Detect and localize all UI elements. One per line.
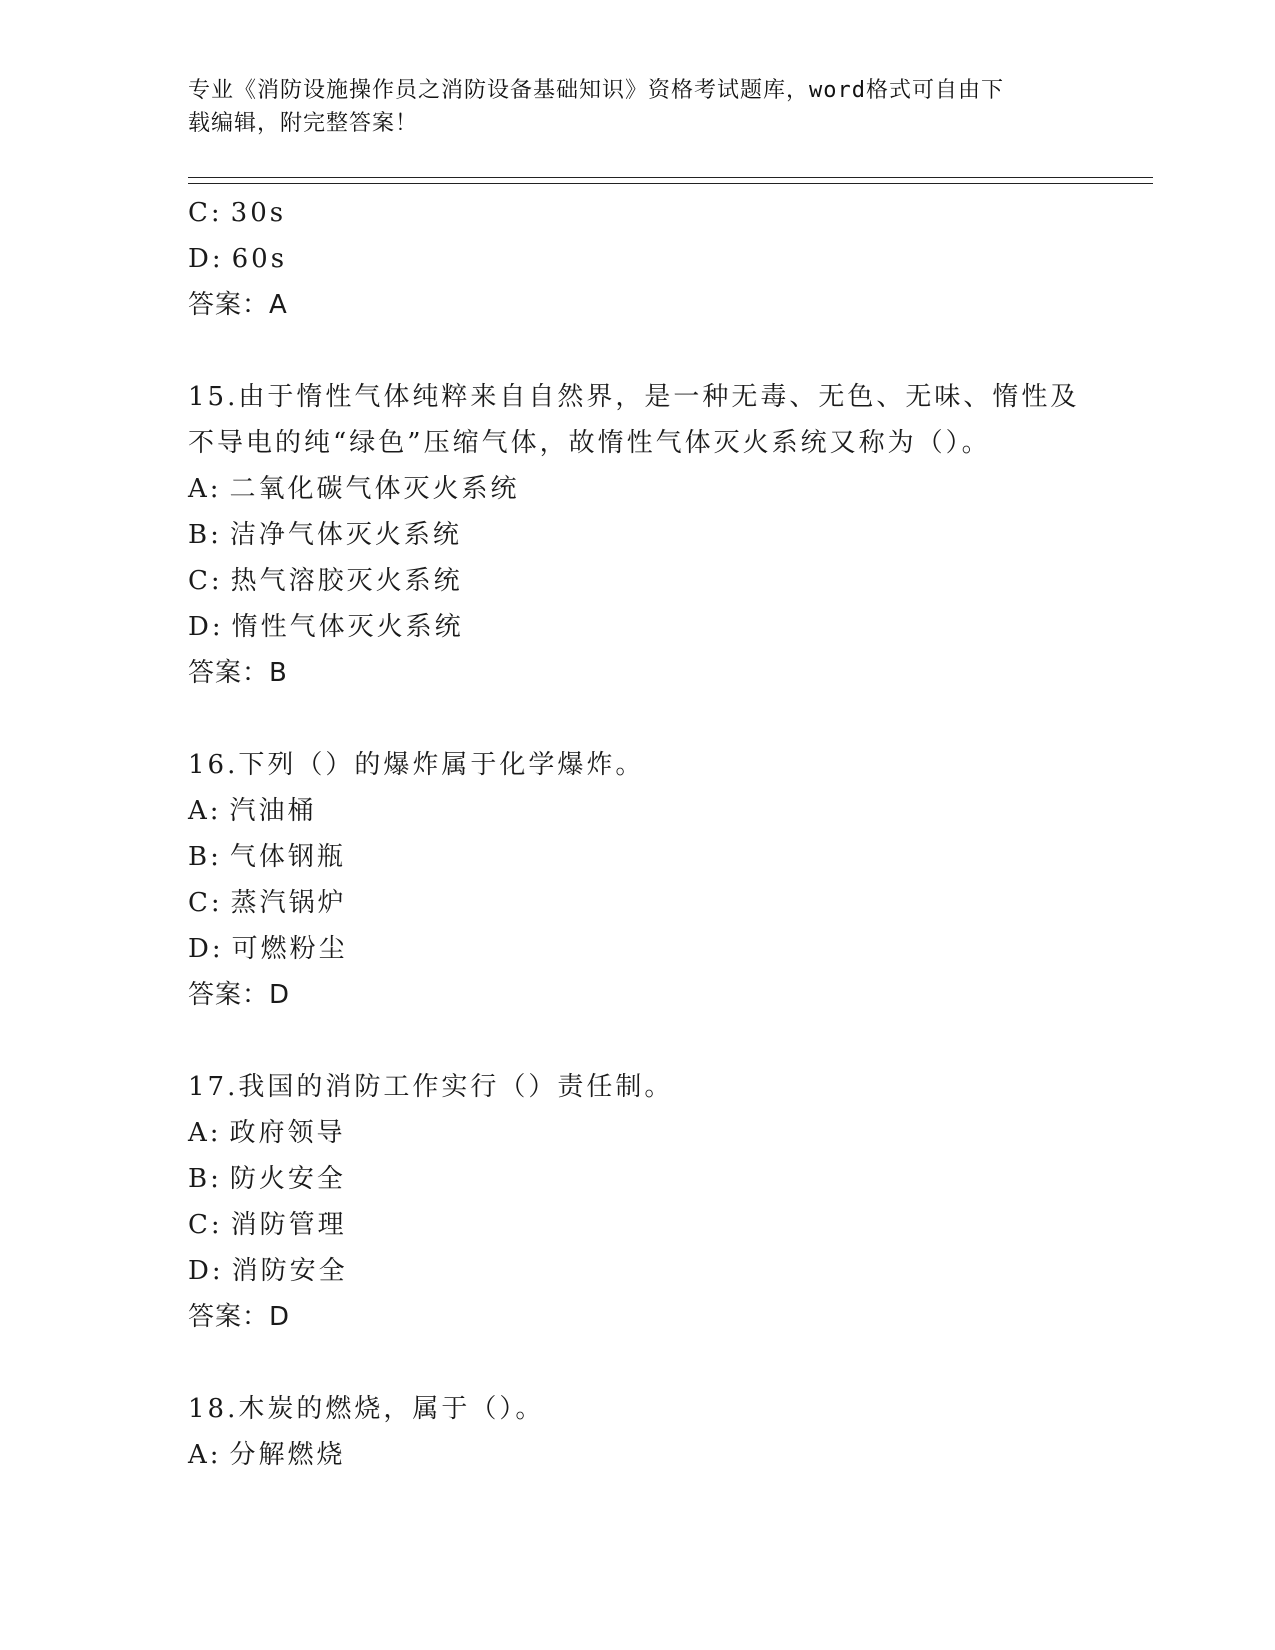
option-label: B: [188, 842, 222, 872]
question-text-line: 15.由于惰性气体纯粹来自自然界，是一种无毒、无色、无味、惰性及 [188, 382, 1080, 412]
header-line-2: 载编辑，附完整答案！ [188, 111, 419, 136]
question-16 [188, 742, 1088, 1018]
option-c [188, 190, 1088, 236]
option-d [188, 604, 1088, 650]
option-b [188, 512, 1088, 558]
document-header [188, 74, 1078, 140]
option-text: 气体钢瓶 [229, 842, 346, 872]
option-label: A: [188, 1440, 222, 1470]
option-label: C: [188, 888, 223, 918]
option-label: B: [188, 520, 222, 550]
option-d [188, 1248, 1088, 1294]
option-text: 二氧化碳气体灭火系统 [229, 474, 520, 504]
option-text: 可燃粉尘 [231, 934, 348, 964]
question-text-line: 18.木炭的燃烧，属于（）。 [188, 1394, 545, 1424]
option-b [188, 834, 1088, 880]
option-b [188, 1156, 1088, 1202]
option-label: D: [188, 612, 224, 642]
option-a [188, 788, 1088, 834]
answer-line: 答案：A [188, 290, 288, 320]
option-text: 消防安全 [231, 1256, 348, 1286]
question-17 [188, 1064, 1088, 1340]
header-rule-bottom [188, 183, 1153, 184]
option-text: 防火安全 [229, 1164, 346, 1194]
option-label: C: [188, 566, 223, 596]
option-c [188, 558, 1088, 604]
option-text: 汽油桶 [229, 796, 317, 826]
option-text: 消防管理 [230, 1210, 347, 1240]
option-label: A: [188, 474, 222, 504]
option-text: 30s [230, 198, 287, 228]
header-line-1: 专业《消防设施操作员之消防设备基础知识》资格考试题库，word格式可自由下 [188, 78, 1004, 103]
option-label: D: [188, 1256, 224, 1286]
question-text-line: 17.我国的消防工作实行（）责任制。 [188, 1072, 674, 1102]
previous-question-tail [188, 190, 1088, 328]
answer-line: 答案：D [188, 1302, 291, 1332]
option-text: 洁净气体灭火系统 [229, 520, 462, 550]
option-label: D: [188, 244, 224, 274]
option-text: 蒸汽锅炉 [230, 888, 347, 918]
option-text: 惰性气体灭火系统 [231, 612, 464, 642]
option-text: 60s [231, 244, 288, 274]
option-label: A: [188, 796, 222, 826]
question-content [188, 190, 1088, 1478]
question-18 [188, 1386, 1088, 1478]
option-label: A: [188, 1118, 222, 1148]
option-label: C: [188, 1210, 223, 1240]
option-label: D: [188, 934, 224, 964]
option-a [188, 1432, 1088, 1478]
option-c [188, 880, 1088, 926]
answer-line: 答案：B [188, 658, 288, 688]
option-label: C: [188, 198, 223, 228]
answer-line: 答案：D [188, 980, 291, 1010]
option-a [188, 466, 1088, 512]
option-text: 热气溶胶灭火系统 [230, 566, 463, 596]
option-text: 分解燃烧 [229, 1440, 346, 1470]
question-15 [188, 374, 1088, 696]
question-text-line: 不导电的纯“绿色”压缩气体，故惰性气体灭火系统又称为（）。 [188, 428, 991, 458]
option-d [188, 236, 1088, 282]
option-c [188, 1202, 1088, 1248]
header-rule-top [188, 177, 1153, 178]
option-text: 政府领导 [229, 1118, 346, 1148]
option-d [188, 926, 1088, 972]
option-label: B: [188, 1164, 222, 1194]
option-a [188, 1110, 1088, 1156]
question-text-line: 16.下列（）的爆炸属于化学爆炸。 [188, 750, 645, 780]
